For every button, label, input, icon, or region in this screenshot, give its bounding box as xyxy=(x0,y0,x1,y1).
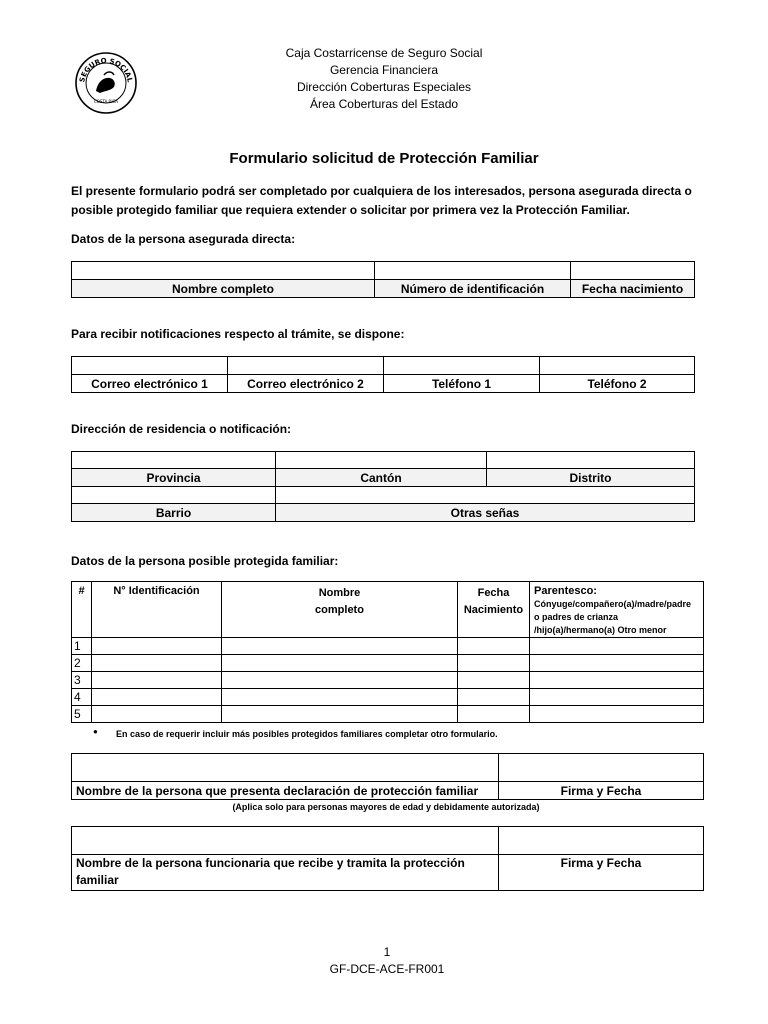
declarant-label: Nombre de la persona que presenta declaración de protección familiar xyxy=(72,782,499,800)
col-identification: N° Identificación xyxy=(92,582,222,638)
col-rel-desc1: Cónyuge/compañero(a)/madre/padre xyxy=(534,599,692,609)
email1-input[interactable] xyxy=(72,357,228,375)
col-phone1: Teléfono 1 xyxy=(384,375,540,393)
col-relationship xyxy=(530,582,704,638)
notif-table xyxy=(71,356,695,393)
table-row xyxy=(72,706,704,723)
dob-input[interactable] xyxy=(458,638,530,655)
province-input[interactable] xyxy=(72,452,276,469)
officer-table xyxy=(71,826,704,891)
insured-name-input[interactable] xyxy=(72,262,375,280)
relationship-input[interactable] xyxy=(530,655,704,672)
row-number: 4 xyxy=(72,689,92,706)
table-row xyxy=(72,655,704,672)
family-table xyxy=(71,581,704,723)
id-input[interactable] xyxy=(92,638,222,655)
name-input[interactable] xyxy=(222,689,458,706)
col-id-number: Número de identificación xyxy=(375,280,571,298)
other-details-input[interactable] xyxy=(276,487,695,504)
relationship-input[interactable] xyxy=(530,689,704,706)
row-number: 3 xyxy=(72,672,92,689)
table-row xyxy=(72,638,704,655)
id-input[interactable] xyxy=(92,655,222,672)
declarant-name-input[interactable] xyxy=(72,754,499,782)
address-label: Dirección de residencia o notificación: xyxy=(71,422,292,436)
logo-text-top: SEGURO SOCIAL xyxy=(78,56,134,84)
table-row xyxy=(72,672,704,689)
col-email2: Correo electrónico 2 xyxy=(228,375,384,393)
row-number: 5 xyxy=(72,706,92,723)
officer-sign-label: Firma y Fecha xyxy=(499,855,704,891)
phone2-input[interactable] xyxy=(540,357,695,375)
officer-label-line1: Nombre de la persona funcionaria que recibe y tramita la protección xyxy=(76,856,465,870)
col-number: # xyxy=(72,582,92,638)
declarant-table xyxy=(71,753,704,800)
col-full-name: Nombre completo xyxy=(72,280,375,298)
intro-line1: El presente formulario podrá ser completado por cualquiera de los interesados, persona asegurada directa o xyxy=(71,184,692,198)
relationship-input[interactable] xyxy=(530,672,704,689)
dob-input[interactable] xyxy=(458,655,530,672)
email2-input[interactable] xyxy=(228,357,384,375)
relationship-input[interactable] xyxy=(530,706,704,723)
id-input[interactable] xyxy=(92,689,222,706)
family-note: En caso de requerir incluir más posibles protegidos familiares completar otro formulario. xyxy=(116,729,498,739)
address-table xyxy=(71,451,695,522)
name-input[interactable] xyxy=(222,655,458,672)
declarant-note: (Aplica solo para personas mayores de edad y debidamente autorizada) xyxy=(232,802,540,812)
col-rel-desc3: /hijo(a)/hermano(a) Otro menor xyxy=(534,625,667,635)
insured-id-input[interactable] xyxy=(375,262,571,280)
header-dept3: Área Coberturas del Estado xyxy=(309,97,459,111)
col-birth-date: Fecha nacimiento xyxy=(571,280,695,298)
row-number: 2 xyxy=(72,655,92,672)
officer-sign-input[interactable] xyxy=(499,827,704,855)
col-other-details: Otras señas xyxy=(276,504,695,522)
officer-label-line2: familiar xyxy=(76,873,119,887)
col-rel-title: Parentesco: xyxy=(534,585,597,597)
officer-label xyxy=(72,855,499,891)
col-canton: Cantón xyxy=(276,469,487,487)
phone1-input[interactable] xyxy=(384,357,540,375)
col-province: Provincia xyxy=(72,469,276,487)
declarant-sign-input[interactable] xyxy=(499,754,704,782)
col-rel-desc2: o padres de crianza xyxy=(534,612,619,622)
district-input[interactable] xyxy=(487,452,695,469)
row-number: 1 xyxy=(72,638,92,655)
dob-input[interactable] xyxy=(458,689,530,706)
col-name xyxy=(222,582,458,638)
table-row xyxy=(72,689,704,706)
insured-dob-input[interactable] xyxy=(571,262,695,280)
col-phone2: Teléfono 2 xyxy=(540,375,695,393)
header-org: Caja Costarricense de Seguro Social xyxy=(285,46,483,60)
dob-input[interactable] xyxy=(458,706,530,723)
col-birthdate xyxy=(458,582,530,638)
family-label: Datos de la persona posible protegida familiar: xyxy=(71,554,339,568)
name-input[interactable] xyxy=(222,706,458,723)
name-input[interactable] xyxy=(222,638,458,655)
col-district: Distrito xyxy=(487,469,695,487)
neighborhood-input[interactable] xyxy=(72,487,276,504)
id-input[interactable] xyxy=(92,672,222,689)
form-title: Formulario solicitud de Protección Familiar xyxy=(229,150,539,167)
col-date-line2: Nacimiento xyxy=(463,604,524,616)
officer-name-input[interactable] xyxy=(72,827,499,855)
header-dept2: Dirección Coberturas Especiales xyxy=(296,80,472,94)
col-neighborhood: Barrio xyxy=(72,504,276,522)
id-input[interactable] xyxy=(92,706,222,723)
insured-table xyxy=(71,261,695,298)
form-code: GF-DCE-ACE-FR001 xyxy=(329,962,445,976)
intro-line2: posible protegido familiar que requiera extender o solicitar por primera vez la Protección Familiar. xyxy=(71,203,630,217)
col-name-line2: completo xyxy=(315,604,364,616)
logo-text-bottom: COSTA RICA xyxy=(93,99,119,104)
col-date-line1: Fecha xyxy=(477,587,510,599)
name-input[interactable] xyxy=(222,672,458,689)
notif-label: Para recibir notificaciones respecto al trámite, se dispone: xyxy=(71,327,405,341)
col-name-line1: Nombre xyxy=(318,587,361,599)
canton-input[interactable] xyxy=(276,452,487,469)
relationship-input[interactable] xyxy=(530,638,704,655)
header-dept1: Gerencia Financiera xyxy=(329,63,439,77)
dob-input[interactable] xyxy=(458,672,530,689)
page-number: 1 xyxy=(383,945,391,959)
col-email1: Correo electrónico 1 xyxy=(72,375,228,393)
insured-label: Datos de la persona asegurada directa: xyxy=(71,232,296,246)
declarant-sign-label: Firma y Fecha xyxy=(499,782,704,800)
bullet-icon: ● xyxy=(93,727,98,736)
